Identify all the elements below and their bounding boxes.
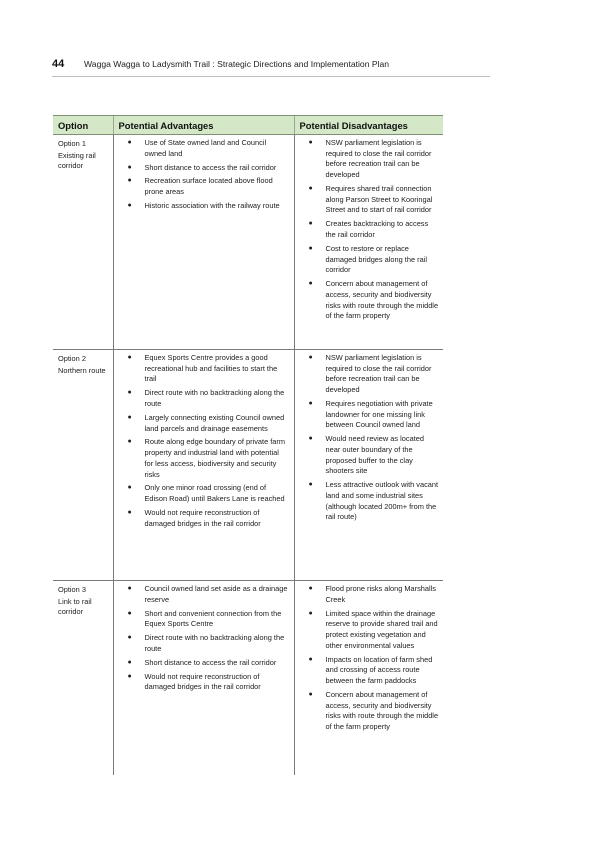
disadvantage-item <box>295 244 444 276</box>
bullet-icon: ● <box>127 484 132 492</box>
bullet-icon: ● <box>127 658 132 666</box>
disadvantage-item <box>295 399 444 431</box>
options-table <box>53 115 443 775</box>
bullet-icon: ● <box>127 438 132 446</box>
advantage-item-text: Route along edge boundary of private farm property and industrial land with potential for less access, biodiversity and security risks <box>144 437 286 479</box>
bullet-icon: ● <box>308 280 313 288</box>
advantage-item-text: Direct route with no backtracking along the route <box>144 633 285 653</box>
advantage-item <box>114 176 294 197</box>
disadvantage-item-text: Flood prone risks along Marshalls Creek <box>325 584 436 604</box>
disadvantage-item-text: Concern about management of access, security and biodiversity risks with route through the middle of the farm property <box>325 689 439 731</box>
disadvantages-cell <box>294 581 443 776</box>
advantage-item <box>114 413 294 434</box>
disadvantage-item <box>295 434 444 477</box>
disadvantages-cell <box>294 350 443 581</box>
disadvantage-item-text: Cost to restore or replace damaged bridges along the rail corridor <box>325 243 427 275</box>
bullet-icon: ● <box>127 163 132 171</box>
bullet-icon: ● <box>308 609 313 617</box>
option-name: Option 2 <box>58 354 86 363</box>
advantage-item <box>114 163 294 174</box>
disadvantage-item-text: Limited space within the drainage reserve to provide shared trail and protect existing vegetation and other environmental values <box>325 608 438 650</box>
advantage-item <box>114 508 294 529</box>
disadvantage-item <box>295 184 444 216</box>
disadvantage-item-text: Would need review as located near outer boundary of the proposed buffer to the clay shooters site <box>325 434 424 476</box>
bullet-icon: ● <box>308 220 313 228</box>
bullet-icon: ● <box>127 177 132 185</box>
table-header-row <box>53 116 443 135</box>
bullet-icon: ● <box>127 609 132 617</box>
advantage-item <box>114 437 294 480</box>
option-description: Link to rail corridor <box>58 596 92 617</box>
advantage-item-text: Would not require reconstruction of damaged bridges in the rail corridor <box>144 508 261 528</box>
disadvantages-list <box>295 353 444 523</box>
bullet-icon: ● <box>127 585 132 592</box>
advantage-item-text: Short distance to access the rail corridor <box>144 162 277 172</box>
bullet-icon: ● <box>127 413 132 421</box>
disadvantage-item <box>295 138 444 181</box>
disadvantage-item <box>295 279 444 322</box>
options-table-container <box>53 115 443 775</box>
bullet-icon: ● <box>308 655 313 663</box>
disadvantage-item <box>295 219 444 240</box>
bullet-icon: ● <box>308 185 313 192</box>
advantages-cell <box>113 581 294 776</box>
bullet-icon: ● <box>127 634 132 642</box>
advantage-item <box>114 584 294 605</box>
header-disadvantages: Potential Disadvantages <box>294 116 443 135</box>
bullet-icon: ● <box>308 481 313 489</box>
advantage-item-text: Council owned land set aside as a drainage reserve <box>144 584 288 604</box>
option-cell <box>53 350 113 581</box>
bullet-icon: ● <box>127 389 132 397</box>
advantage-item <box>114 138 294 159</box>
disadvantage-item-text: Requires negotiation with private landowner for one missing link between Council owned land <box>325 399 433 430</box>
advantages-list <box>114 584 294 693</box>
advantage-item-text: Largely connecting existing Council owned land parcels and drainage easements <box>144 412 285 433</box>
advantage-item <box>114 201 294 212</box>
table-row <box>53 581 443 776</box>
header-advantages: Potential Advantages <box>113 116 294 135</box>
bullet-icon: ● <box>308 354 313 361</box>
bullet-icon: ● <box>308 585 313 592</box>
bullet-icon: ● <box>127 139 132 146</box>
advantages-cell <box>113 135 294 350</box>
advantage-item-text: Would not require reconstruction of damaged bridges in the rail corridor <box>144 671 261 692</box>
page-header <box>52 58 490 70</box>
option-cell <box>53 581 113 776</box>
header-option: Option <box>53 116 113 135</box>
bullet-icon: ● <box>127 672 132 680</box>
disadvantage-item <box>295 353 444 396</box>
table-row <box>53 135 443 350</box>
disadvantage-item-text: Concern about management of access, security and biodiversity risks with route through the middle of the farm property <box>325 279 439 321</box>
disadvantage-item <box>295 655 444 687</box>
advantage-item-text: Historic association with the railway route <box>144 201 280 211</box>
bullet-icon: ● <box>308 435 313 443</box>
disadvantage-item <box>295 480 444 523</box>
disadvantage-item <box>295 609 444 652</box>
disadvantage-item-text: Less attractive outlook with vacant land and some industrial sites (although located 200m+ from the rail route) <box>325 480 439 522</box>
option-name: Option 1 <box>58 139 86 148</box>
bullet-icon: ● <box>308 244 313 252</box>
option-cell <box>53 135 113 350</box>
disadvantage-item-text: Requires shared trail connection along Parson Street to Kooringal Street and to start of rail corridor <box>325 184 433 215</box>
bullet-icon: ● <box>127 202 132 210</box>
advantage-item <box>114 658 294 669</box>
advantage-item-text: Direct route with no backtracking along the route <box>144 388 285 408</box>
page-number: 44 <box>52 58 65 70</box>
advantage-item <box>114 353 294 385</box>
advantage-item <box>114 609 294 630</box>
advantage-item-text: Only one minor road crossing (end of Edison Road) until Bakers Lane is reached <box>144 483 285 504</box>
bullet-icon: ● <box>308 400 313 407</box>
advantage-item-text: Short and convenient connection from the Equex Sports Centre <box>144 608 282 629</box>
header-divider <box>52 76 490 77</box>
bullet-icon: ● <box>127 509 132 517</box>
advantage-item <box>114 633 294 654</box>
advantage-item-text: Recreation surface located above flood prone areas <box>144 176 273 197</box>
advantages-cell <box>113 350 294 581</box>
disadvantage-item-text: NSW parliament legislation is required to close the rail corridor before recreation trail can be developed <box>325 138 432 180</box>
option-description: Northern route <box>58 365 106 375</box>
disadvantage-item-text: Impacts on location of farm shed and crossing of access route between the farm paddocks <box>325 654 433 685</box>
disadvantage-item-text: Creates backtracking to access the rail corridor <box>325 219 429 239</box>
advantage-item-text: Short distance to access the rail corridor <box>144 657 277 667</box>
advantage-item <box>114 672 294 693</box>
disadvantages-list <box>295 138 444 322</box>
option-description: Existing rail corridor <box>58 150 96 171</box>
table-row <box>53 350 443 581</box>
disadvantages-cell <box>294 135 443 350</box>
advantage-item <box>114 388 294 409</box>
disadvantage-item <box>295 584 444 605</box>
bullet-icon: ● <box>308 690 313 698</box>
bullet-icon: ● <box>127 354 132 361</box>
advantage-item-text: Use of State owned land and Council owned land <box>144 138 267 158</box>
option-name: Option 3 <box>58 585 86 594</box>
advantage-item <box>114 483 294 504</box>
advantages-list <box>114 353 294 529</box>
bullet-icon: ● <box>308 139 313 146</box>
advantage-item-text: Equex Sports Centre provides a good recreational hub and facilities to start the trail <box>144 353 278 384</box>
disadvantages-list <box>295 584 444 733</box>
disadvantage-item <box>295 690 444 733</box>
advantages-list <box>114 138 294 212</box>
document-title: Wagga Wagga to Ladysmith Trail : Strategic Directions and Implementation Plan <box>84 59 390 69</box>
disadvantage-item-text: NSW parliament legislation is required to close the rail corridor before recreation trail can be developed <box>325 353 432 395</box>
